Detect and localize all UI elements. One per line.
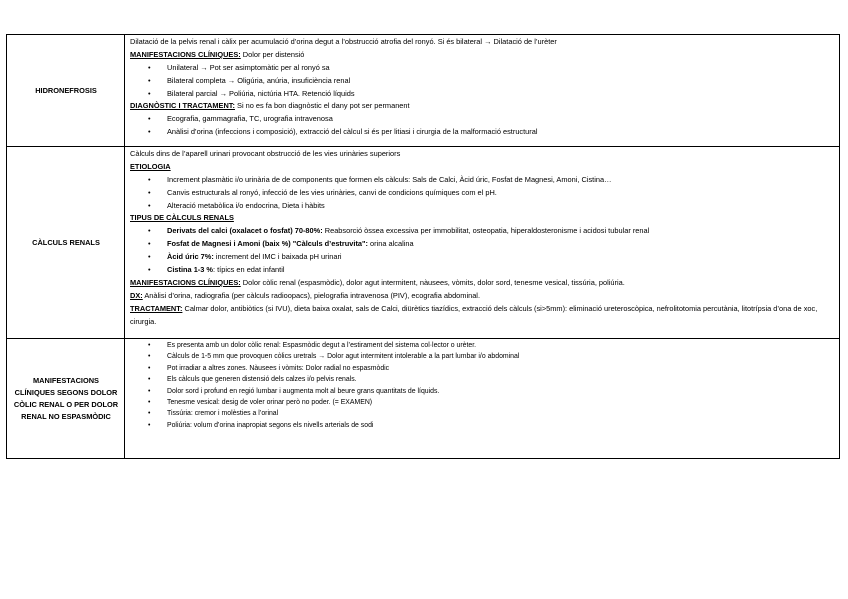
list-item: • Bilateral completa → Oligúria, anúria, insuficiència renal xyxy=(130,75,835,88)
content-table xyxy=(6,34,840,459)
section-heading: DIAGNÒSTIC I TRACTAMENT: xyxy=(130,101,235,111)
list-item: • Anàlisi d’orina (infeccions i composició), extracció del càlcul si és per litiasi i cirurgia de la malformació estructural xyxy=(130,126,835,139)
list-item: • Derivats del calci (oxalacet o fosfat) 70-80%: Reabsorció òssea excessiva per immobilitat, osteopatia, hiperaldosteronisme i acidosi tubular renal xyxy=(130,225,835,238)
list-item: • Tenesme vesical: desig de voler orinar però no poder. (= EXAMEN) xyxy=(130,397,835,408)
bullet-list xyxy=(130,62,835,101)
bullet-list xyxy=(130,174,835,213)
section-heading: TIPUS DE CÀLCULS RENALS xyxy=(130,213,234,223)
row-content-manifestacions-dolor xyxy=(125,339,840,459)
section-text: Dolor per distensió xyxy=(240,49,305,59)
row-content-hidronefrosis xyxy=(125,35,840,147)
row-label-calculs-renals: CÀLCULS RENALS xyxy=(7,147,125,339)
section-text: Calmar dolor, antibiòtics (si IVU), dieta baixa oxalat, sals de Calci, diürètics tiazídics, extracció dels càlculs (si>5mm): eliminació ureteroscòpica, nefrolitotomia percutània, litotrípsia d’ona de xoc, cirurgia. xyxy=(130,303,818,326)
bullet-list xyxy=(130,225,835,277)
list-item: • Alteració metabòlica i/o endocrina, Dieta i hàbits xyxy=(130,200,835,213)
list-item: • Càlculs de 1-5 mm que provoquen còlics uretrals → Dolor agut intermitent intolerable a la part lumbar i/o abdominal xyxy=(130,351,835,362)
row-label-manifestacions-dolor: MANIFESTACIONS CLÍNIQUES SEGONS DOLOR CÒLIC RENAL O PER DOLOR RENAL NO ESPASMÒDIC xyxy=(7,339,125,459)
list-item: • Àcid úric 7%: increment del IMC i baixada pH urinari xyxy=(130,251,835,264)
list-item: • Tissúria: cremor i molèsties a l’orinal xyxy=(130,408,835,419)
bullet-list xyxy=(130,340,835,431)
intro-text: Dilatació de la pelvis renal i càlix per acumulació d’orina degut a l’obstrucció atrofia del ronyó. Si és bilateral → Dilatació de l’urèter xyxy=(130,37,557,46)
list-item: • Es presenta amb un dolor còlic renal: Espasmòdic degut a l’estirament del sistema col·lector o urèter. xyxy=(130,340,835,351)
list-item: • Cistina 1-3 %: típics en edat infantil xyxy=(130,264,835,277)
list-item: • Canvis estructurals al ronyó, infecció de les vies urinàries, canvi de condicions químiques com el pH. xyxy=(130,187,835,200)
row-content-calculs-renals xyxy=(125,147,840,339)
table-row-hidronefrosis xyxy=(7,35,840,147)
list-item: • Fosfat de Magnesi i Amoni (baix %) "Càlculs d’estruvita": orina alcalina xyxy=(130,238,835,251)
bullet-list xyxy=(130,113,835,139)
section-text: Dolor còlic renal (espasmòdic), dolor agut intermitent, nàusees, vòmits, dolor sord, tenesme vesical, tissúria, poliúria. xyxy=(240,277,625,287)
list-item: • Els càlculs que generen distensió dels calzes i/o pelvis renals. xyxy=(130,374,835,385)
list-item: • Poliúria: volum d’orina inapropiat segons els nivells arterials de sodi xyxy=(130,420,835,431)
section-heading: ETIOLOGIA xyxy=(130,161,171,171)
section-text: Si no es fa bon diagnòstic el dany pot ser permanent xyxy=(234,101,410,111)
section-heading: MANIFESTACIONS CLÍNIQUES: xyxy=(130,49,241,59)
section-heading: DX: xyxy=(130,290,143,300)
section-text: Anàlisi d’orina, radiografia (per càlculs radioopacs), pielografia intravenosa (PIV), ecografia abdominal. xyxy=(142,290,481,300)
intro-text: Càlculs dins de l’aparell urinari provocant obstrucció de les vies urinàries superiors xyxy=(130,149,401,158)
list-item: • Dolor sord i profund en regió lumbar i augmenta molt al beure grans quantitats de líquids. xyxy=(130,386,835,397)
list-item: • Unilateral → Pot ser asimptomàtic per al ronyó sa xyxy=(130,62,835,75)
list-item: • Increment plasmàtic i/o urinària de de components que formen els càlculs: Sals de Calci, Àcid úric, Fosfat de Magnesi, Amoni, Cistina… xyxy=(130,174,835,187)
row-label-hidronefrosis: HIDRONEFROSIS xyxy=(7,35,125,147)
list-item: • Pot irradiar a altres zones. Nàusees i vòmits: Dolor radial no espasmòdic xyxy=(130,363,835,374)
section-heading: MANIFESTACIONS CLÍNIQUES: xyxy=(130,277,241,287)
list-item: • Bilateral parcial → Poliúria, nictúria HTA. Retenció líquids xyxy=(130,88,835,101)
section-heading: TRACTAMENT: xyxy=(130,303,183,313)
list-item: • Ecografia, gammagrafia, TC, urografia intravenosa xyxy=(130,113,835,126)
table-row-calculs-renals xyxy=(7,147,840,339)
table-row-manifestacions-dolor xyxy=(7,339,840,459)
